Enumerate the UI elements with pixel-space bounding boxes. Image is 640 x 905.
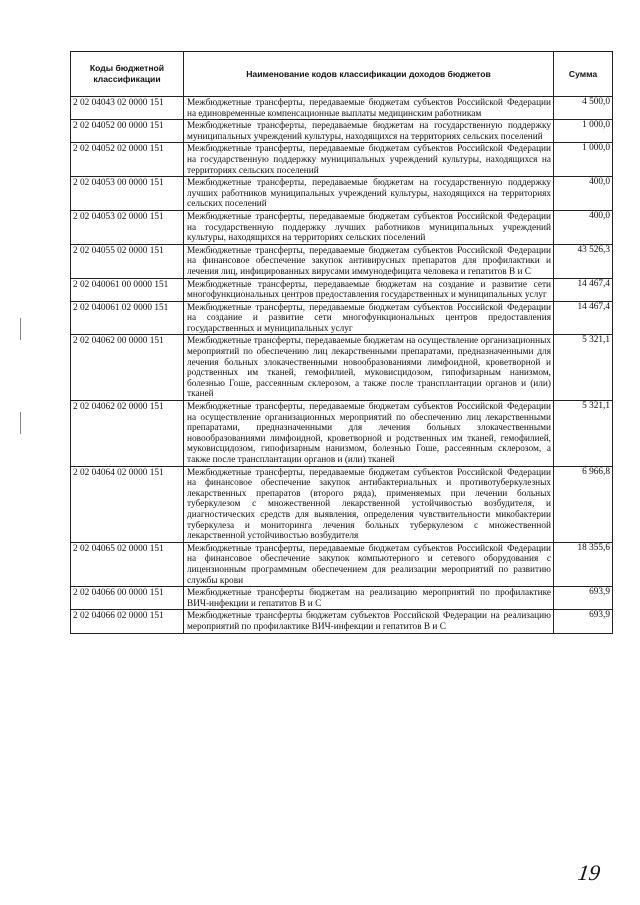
table-row xyxy=(71,587,613,610)
table-row xyxy=(71,301,613,335)
row-amount: 693,9 xyxy=(554,610,613,633)
row-name: Межбюджетные трансферты, передаваемые бюджетам субъектов Российской Федерации на государственную поддержку лучших работников муниципальных учреждений культуры, находящихся на территориях сельских поселений xyxy=(184,210,554,244)
table-row xyxy=(71,244,613,278)
row-amount: 5 321,1 xyxy=(554,335,613,401)
row-code: 2 02 040061 00 0000 151 xyxy=(71,278,184,301)
page-number: 19 xyxy=(576,860,602,885)
table-body xyxy=(71,97,613,634)
row-code: 2 02 04062 02 0000 151 xyxy=(71,401,184,467)
row-code: 2 02 04066 02 0000 151 xyxy=(71,610,184,633)
table-row xyxy=(71,177,613,211)
row-code: 2 02 04052 00 0000 151 xyxy=(71,120,184,143)
row-name: Межбюджетные трансферты, передаваемые бюджетам субъектов Российской Федерации на финансовое обеспечение закупок антивирусных препаратов для профилактики и лечения лиц, инфицированных вирусами иммунодефицита человека и гепатитов В и С xyxy=(184,244,554,278)
row-amount: 18 355,6 xyxy=(554,542,613,586)
row-amount: 43 526,3 xyxy=(554,244,613,278)
table-row xyxy=(71,120,613,143)
row-name: Межбюджетные трансферты бюджетам субъектов Российской Федерации на реализацию мероприятий по профилактике ВИЧ-инфекции и гепатитов В и С xyxy=(184,610,554,633)
row-name: Межбюджетные трансферты, передаваемые бюджетам субъектов Российской Федерации на создание и развитие сети многофункциональных центров предоставления государственных и муниципальных услуг xyxy=(184,301,554,335)
row-name: Межбюджетные трансферты, передаваемые бюджетам на осуществление организационных мероприятий по обеспечению лиц лекарственными препаратами, предназначенными для лечения больных злокачественными новообразованиями лимфоидной, кроветворной и родственных им тканей, гемофилией, муковисцидозом, гипофизарным нанизмом, болезнью Гоше, рассеянным склерозом, а также после трансплантации органов и (или) тканей xyxy=(184,335,554,401)
table-row xyxy=(71,278,613,301)
margin-mark xyxy=(20,412,21,434)
row-name: Межбюджетные трансферты, передаваемые бюджетам субъектов Российской Федерации на единовременные компенсационные выплаты медицинским работникам xyxy=(184,97,554,120)
row-code: 2 02 04053 00 0000 151 xyxy=(71,177,184,211)
row-code: 2 02 04055 02 0000 151 xyxy=(71,244,184,278)
row-name: Межбюджетные трансферты, передаваемые бюджетам субъектов Российской Федерации на финансовое обеспечение закупок компьютерного и сетевого оборудования с лицензионным программным обеспечением для реализации мероприятий по развитию службы крови xyxy=(184,542,554,586)
row-code: 2 02 04052 02 0000 151 xyxy=(71,143,184,177)
row-name: Межбюджетные трансферты, передаваемые бюджетам на создание и развитие сети многофункциональных центров предоставления государственных и муниципальных услуг xyxy=(184,278,554,301)
row-code: 2 02 04066 00 0000 151 xyxy=(71,587,184,610)
table-header-row xyxy=(71,52,613,97)
row-name: Межбюджетные трансферты, передаваемые бюджетам субъектов Российской Федерации на государственную поддержку муниципальных учреждений культуры, находящихся на территориях сельских поселений xyxy=(184,143,554,177)
table-row xyxy=(71,210,613,244)
row-code: 2 02 04062 00 0000 151 xyxy=(71,335,184,401)
row-code: 2 02 040061 02 0000 151 xyxy=(71,301,184,335)
row-code: 2 02 04043 02 0000 151 xyxy=(71,97,184,120)
row-code: 2 02 04065 02 0000 151 xyxy=(71,542,184,586)
row-amount: 693,9 xyxy=(554,587,613,610)
table-row xyxy=(71,401,613,467)
table-row xyxy=(71,143,613,177)
margin-mark xyxy=(20,318,21,340)
row-amount: 400,0 xyxy=(554,177,613,211)
row-name: Межбюджетные трансферты, передаваемые бюджетам на государственную поддержку муниципальных учреждений культуры, находящихся на территориях сельских поселений xyxy=(184,120,554,143)
row-amount: 5 321,1 xyxy=(554,401,613,467)
row-amount: 4 500,0 xyxy=(554,97,613,120)
table-row xyxy=(71,542,613,586)
table-row xyxy=(71,610,613,633)
row-name: Межбюджетные трансферты, передаваемые бюджетам субъектов Российской Федерации на финансовое обеспечение закупок антибактериальных и противотуберкулезных лекарственных препаратов (второго ряда), применяемых при лечении больных туберкулезом с множественной лекарственной устойчивостью возбудителя, и диагностических средств для выявления, определения чувствительности микобактерии туберкулеза и мониторинга лечения больных туберкулезом с множественной лекарственной устойчивостью возбудителя xyxy=(184,466,554,542)
row-name: Межбюджетные трансферты бюджетам на реализацию мероприятий по профилактике ВИЧ-инфекции и гепатитов В и С xyxy=(184,587,554,610)
row-code: 2 02 04064 02 0000 151 xyxy=(71,466,184,542)
header-code: Коды бюджетной классификации xyxy=(71,52,184,97)
budget-revenue-table xyxy=(70,51,613,634)
row-name: Межбюджетные трансферты, передаваемые бюджетам на государственную поддержку лучших работников муниципальных учреждений культуры, находящихся на территориях сельских поселений xyxy=(184,177,554,211)
row-name: Межбюджетные трансферты, передаваемые бюджетам субъектов Российской Федерации на осуществление организационных мероприятий по обеспечению лиц лекарственными препаратами, предназначенными для лечения больных злокачественными новообразованиями лимфоидной, кроветворной и родственных им тканей, гемофилией, муковисцидозом, гипофизарным нанизмом, болезнью Гоше, рассеянным склерозом, а также после трансплантации органов и (или) тканей xyxy=(184,401,554,467)
row-code: 2 02 04053 02 0000 151 xyxy=(71,210,184,244)
row-amount: 6 966,8 xyxy=(554,466,613,542)
table-row xyxy=(71,97,613,120)
header-amount: Сумма xyxy=(554,52,613,97)
row-amount: 1 000,0 xyxy=(554,120,613,143)
row-amount: 1 000,0 xyxy=(554,143,613,177)
row-amount: 14 467,4 xyxy=(554,301,613,335)
row-amount: 14 467,4 xyxy=(554,278,613,301)
row-amount: 400,0 xyxy=(554,210,613,244)
table-row xyxy=(71,335,613,401)
table-row xyxy=(71,466,613,542)
header-name: Наименование кодов классификации доходов бюджетов xyxy=(184,52,554,97)
